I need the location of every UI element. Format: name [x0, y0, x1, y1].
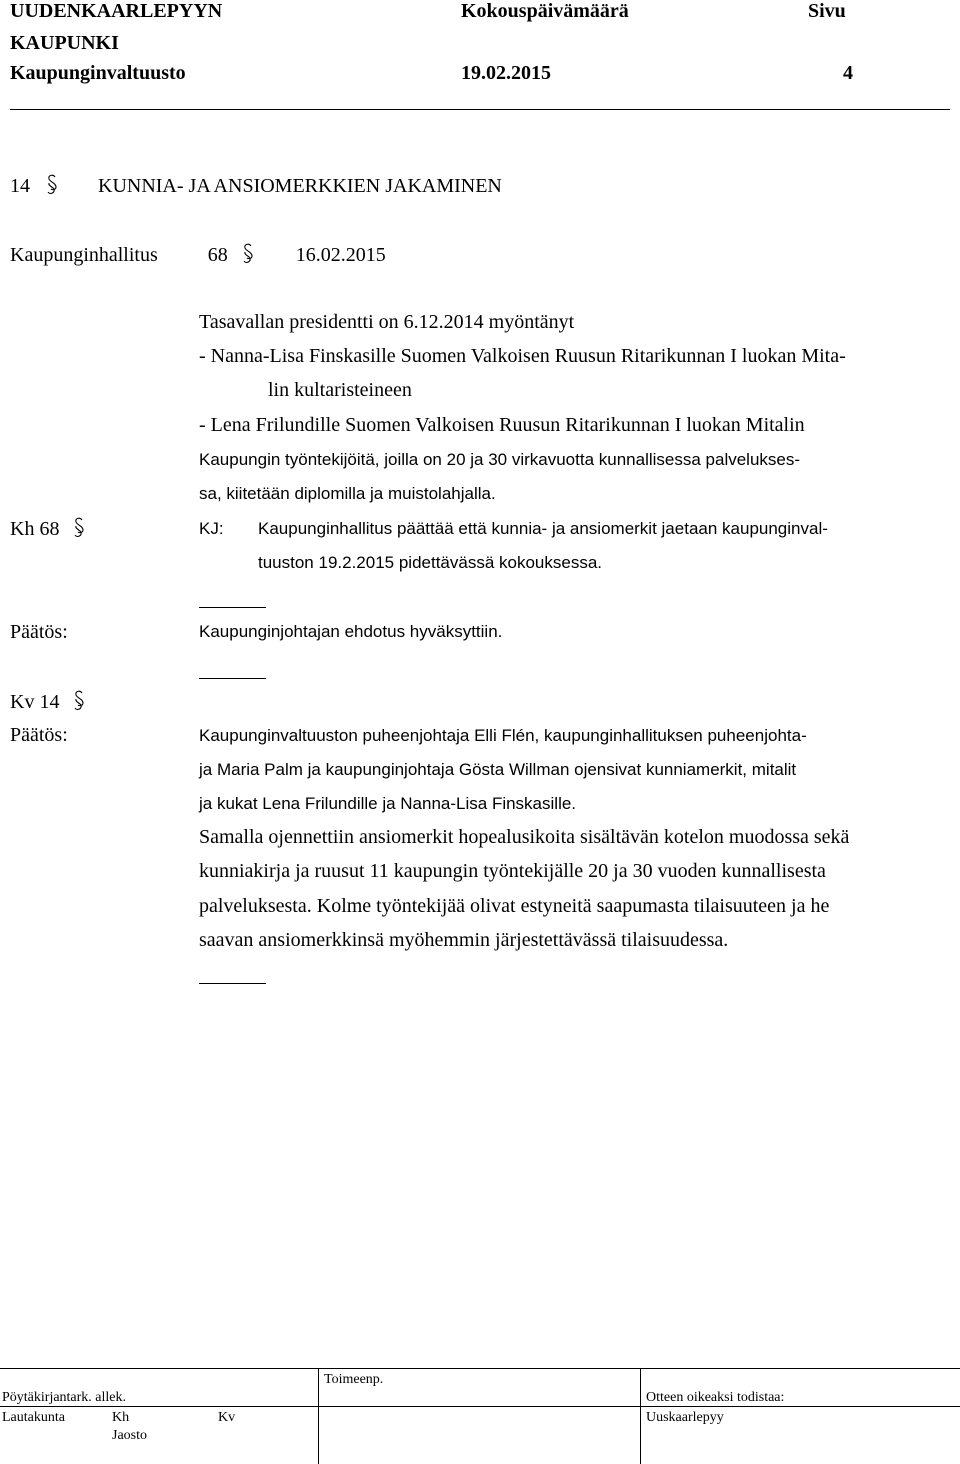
previous-number: 68	[207, 244, 228, 266]
footer-top-rule	[0, 1368, 960, 1369]
kv-p2-line3: palveluksesta. Kolme työntekijää olivat estyneitä saapumasta tilaisuuteen ja he	[199, 895, 830, 917]
page-number: 4	[843, 62, 853, 84]
kj-label: KJ:	[199, 519, 224, 538]
award-2: - Lena Frilundille Suomen Valkoisen Ruusun Ritarikunnan I luokan Mitalin	[199, 414, 805, 436]
footer-lautakunta: Lautakunta	[2, 1410, 65, 1425]
kv-p1-line2: ja Maria Palm ja kaupunginjohtaja Gösta Willman ojensivat kunniamerkit, mitalit	[199, 760, 797, 779]
separator-line	[199, 983, 266, 984]
footer-divider-right	[640, 1368, 641, 1464]
kh-decision-label: Päätös:	[10, 621, 68, 643]
kv-reference	[10, 690, 86, 714]
header-divider	[10, 109, 950, 110]
section-sign-icon	[72, 517, 86, 539]
footer-jaosto: Jaosto	[112, 1428, 147, 1443]
item-number: 14	[10, 175, 30, 197]
previous-body: Kaupunginhallitus	[10, 244, 158, 266]
kv-label: Kv 14	[10, 691, 60, 713]
org-name-line1: UUDENKAARLEPYYN	[10, 0, 223, 22]
kv-p1-line1: Kaupunginvaltuuston puheenjohtaja Elli Flén, kaupunginhallituksen puheenjohta-	[199, 726, 807, 745]
kv-p1-line3: ja kukat Lena Frilundille ja Nanna-Lisa Finskasille.	[199, 794, 577, 813]
item-heading	[10, 174, 502, 198]
item-title: KUNNIA- JA ANSIOMERKKIEN JAKAMINEN	[98, 175, 502, 197]
previous-handling	[10, 243, 386, 267]
kh-proposal-line2: tuuston 19.2.2015 pidettävässä kokouksessa.	[258, 553, 603, 572]
kv-decision-label: Päätös:	[10, 724, 68, 746]
section-sign-icon	[241, 243, 255, 265]
kh-label: Kh 68	[10, 518, 60, 540]
employees-line2: sa, kiitetään diplomilla ja muistolahjalla.	[199, 484, 496, 503]
date-label: Kokouspäivämäärä	[461, 0, 629, 22]
kh-decision-text: Kaupunginjohtajan ehdotus hyväksyttiin.	[199, 622, 503, 641]
date-value: 19.02.2015	[461, 62, 551, 84]
meeting-body-name: Kaupunginvaltuusto	[10, 62, 186, 84]
footer-otteen: Otteen oikeaksi todistaa:	[646, 1390, 785, 1405]
kh-reference	[10, 517, 86, 541]
footer-uuskaarlepyy: Uuskaarlepyy	[646, 1410, 724, 1425]
kh-proposal-line1: Kaupunginhallitus päättää että kunnia- ja ansiomerkit jaetaan kaupunginval-	[258, 519, 828, 538]
footer-kh: Kh	[112, 1410, 130, 1425]
footer-poytakirjantark: Pöytäkirjantark. allek.	[2, 1390, 127, 1405]
footer-toimeenp: Toimeenp.	[324, 1372, 384, 1387]
footer-kv: Kv	[218, 1410, 236, 1425]
separator-line	[199, 678, 266, 679]
footer-mid-rule	[0, 1406, 960, 1407]
kv-p2-line1: Samalla ojennettiin ansiomerkit hopealusikoita sisältävän kotelon muodossa sekä	[199, 826, 850, 848]
kv-p2-line2: kunniakirja ja ruusut 11 kaupungin työntekijälle 20 ja 30 vuoden kunnallisesta	[199, 860, 826, 882]
previous-date: 16.02.2015	[295, 244, 386, 266]
kv-p2-line4: saavan ansiomerkkinsä myöhemmin järjestettävässä tilaisuudessa.	[199, 929, 729, 951]
org-name-line2: KAUPUNKI	[10, 32, 119, 54]
page-label: Sivu	[808, 0, 846, 22]
footer-divider-left	[318, 1368, 319, 1464]
intro-text: Tasavallan presidentti on 6.12.2014 myöntänyt	[199, 311, 575, 333]
award-1-line2: lin kultaristeineen	[268, 379, 412, 401]
section-sign-icon	[45, 174, 59, 196]
separator-line	[199, 607, 266, 608]
award-1-line1: - Nanna-Lisa Finskasille Suomen Valkoisen Ruusun Ritarikunnan I luokan Mita-	[199, 345, 846, 367]
section-sign-icon	[72, 690, 86, 712]
employees-line1: Kaupungin työntekijöitä, joilla on 20 ja 30 virkavuotta kunnallisessa palvelukses-	[199, 450, 801, 469]
